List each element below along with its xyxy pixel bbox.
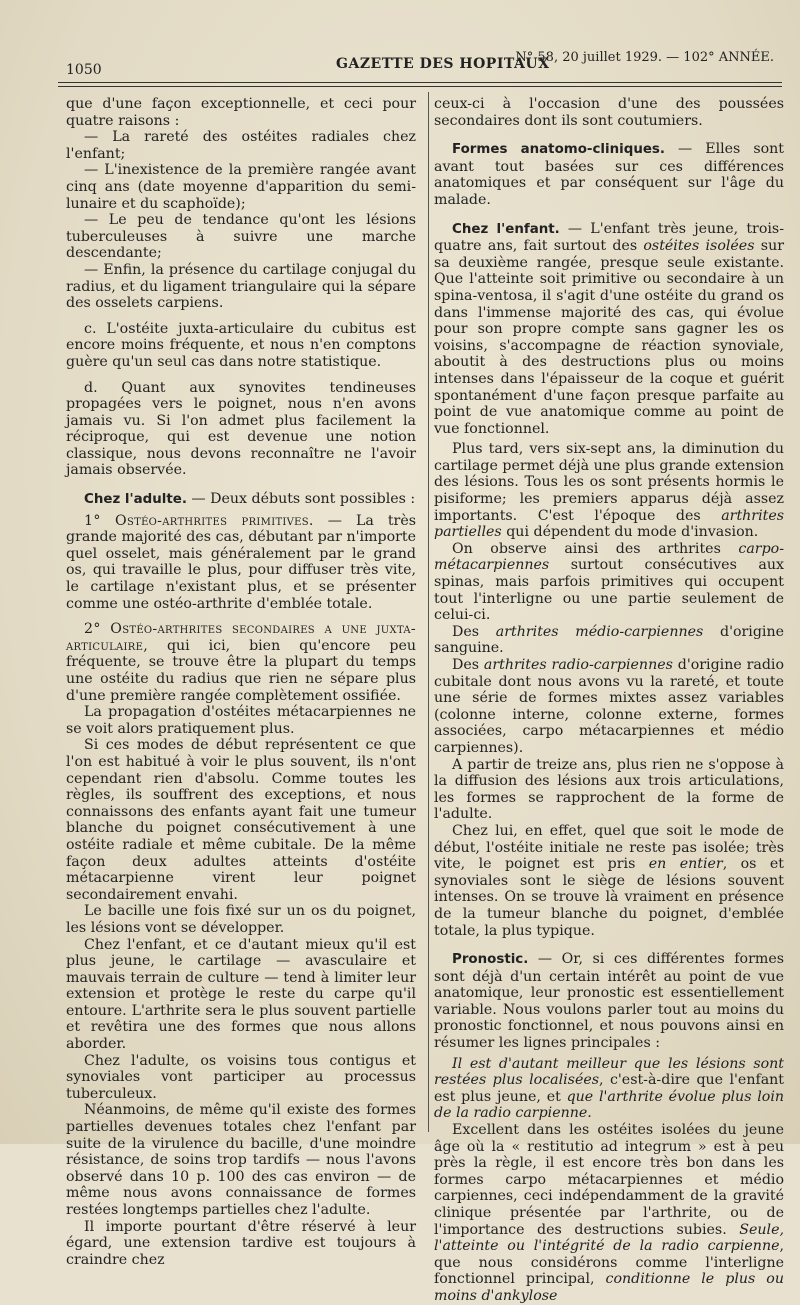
paragraph-text: Des (452, 623, 496, 640)
paragraph (434, 441, 784, 541)
paragraph: c. L'ostéite juxta-articulaire du cubitus est encore moins fréquente, et nous n'en comptons guère qu'un seul cas dans notre statistique. (66, 320, 416, 370)
page-number: 1050 (66, 62, 102, 78)
paragraph (434, 657, 784, 757)
list-item: — L'inexistence de la première rangée avant cinq ans (date moyenne d'apparition du semi-lunaire et du scaphoïde); (66, 162, 416, 212)
list-item: — La rareté des ostéites radiales chez l'enfant; (66, 129, 416, 162)
paragraph-text: Chez lui, en effet, quel que soit le mode de début, l'ostéite initiale ne reste pas isolée; très vite, le poignet est pris (434, 822, 784, 873)
paragraph: d. Quant aux synovites tendineuses propagées vers le poignet, nous n'en avons jamais vu. Si l'on admet plus facilement la réciproque, qui est devenue une notion classique, nous devons reconnaître ne l'avoir jamais observée. (66, 379, 416, 479)
heading-formes: Formes anatomo-cliniques. (452, 142, 665, 158)
paragraph: Chez l'enfant, et ce d'autant mieux qu'il est plus jeune, le cartilage — avasculaire et mauvais terrain de culture — tend à limiter leur extension et protège le reste du carpe qu'il entoure. L'arthrite sera le plus souvent partielle et revêtira une des formes que nous allons aborder. (66, 936, 416, 1053)
paragraph: Chez l'adulte, os voisins tous contigus et synoviales vont participer au processus tuberculeux. (66, 1052, 416, 1102)
list-item: — Enfin, la présence du cartilage conjugal du radius, et du ligament triangulaire qui la sépare des osselets carpiens. (66, 261, 416, 312)
section-heading (434, 221, 784, 438)
italic-text: carpo-métacarpiennes (434, 540, 784, 574)
section-heading (434, 141, 784, 208)
paragraph (66, 621, 416, 704)
paragraph-text: sur sa deuxième rangée, presque seule existante. Que l'atteinte soit primitive ou secondaire à un spina-ventosa, il s'agit d'une ostéite du grand os dans l'immense majorité des cas, qui évolue pour son propre compte sans gagner les os voisins, s'accompagne de réaction synoviale, aboutit à des destructions plus ou moins intenses dans l'épaisseur de la coque et guérit spontanément d'une façon presque parfaite au point de vue anatomique comme au point de vue fonctionnel. (434, 238, 784, 437)
paragraph: ceux-ci à l'occasion d'une des poussées secondaires dont ils sont coutumiers. (434, 96, 784, 129)
italic-text: conditionne le plus ou moins d'ankylose (434, 1271, 784, 1304)
italic-text: Il est d'autant meilleur que les lésions sont restées plus localisées (434, 1055, 784, 1089)
right-column (434, 96, 785, 1304)
paragraph: Néanmoins, de même qu'il existe des formes partielles devenues totales chez l'enfant par suite de la virulence du bacille, d'une moindre résistance, de soins trop tardifs — nous l'avons observé dans 10 p. 100 des cas environ — de même nous avons connaissance de formes restées longtemps partielles chez l'adulte. (66, 1102, 416, 1218)
paragraph: Le bacille une fois fixé sur un os du poignet, les lésions vont se développer. (66, 903, 416, 936)
paragraph-text: qui dépendent du mode d'invasion. (501, 524, 759, 541)
paragraph-text: , que nous considérons comme l'interligne fonctionnel principal, (434, 1238, 784, 1288)
subheading: 1° Ostéo-arthrites primitives. (84, 512, 314, 529)
italic-text: que l'arthrite évolue plus loin de la radio carpienne. (434, 1088, 784, 1122)
paragraph (434, 1122, 784, 1305)
italic-text: arthrites partielles (434, 507, 784, 541)
paragraph-text: surtout consécutives aux spinas, mais parfois primitives qui occupent tout l'interligne ou une partie seulement de celui-ci. (434, 557, 784, 624)
paragraph (434, 1056, 784, 1122)
paragraph: Il importe pourtant d'être réservé à leur égard, une extension tardive est toujours à craindre chez (66, 1218, 416, 1268)
paragraph-text: On observe ainsi des arthrites (452, 540, 739, 557)
heading-pronostic: Pronostic. (452, 952, 529, 968)
heading-rest: — Deux débuts sont possibles : (186, 491, 416, 508)
paragraph (434, 624, 784, 657)
left-column (66, 96, 416, 1268)
paragraph-text: Des (452, 657, 484, 673)
page-header (58, 48, 782, 78)
header-rule-double (58, 86, 782, 87)
paragraph (66, 513, 416, 613)
list-item: — Le peu de tendance qu'ont les lésions tuberculeuses à suivre une marche descendante; (66, 212, 416, 262)
heading-rest: — Or, si ces différentes formes sont déjà d'un certain intérêt au point de vue anatomique, leur pronostic est essentiellement variable. Nous voulons parler tout au moins du pronostic fonctionnel, et nous pouvons ainsi en résumer les lignes principales : (434, 951, 784, 1052)
issue-info: N° 58, 20 juillet 1929. — 102° ANNÉE. (515, 50, 774, 65)
paragraph (434, 541, 784, 624)
section-heading (434, 951, 784, 1052)
italic-text: arthrites radio-carpiennes (483, 657, 673, 673)
header-rule (58, 82, 782, 83)
paragraph: Si ces modes de début représentent ce que l'on est habitué à voir le plus souvent, ils n'ont cependant rien d'absolu. Comme toutes les règles, ils souffrent des exceptions, et nous connaissons des enfants ayant fait une tumeur blanche du poignet consécutivement à une ostéite radiale et même cubitale. De la même façon deux adultes atteints d'ostéite métacarpienne virent leur poignet secondairement envahi. (66, 737, 416, 903)
section-heading (66, 491, 416, 509)
paragraph-text: Plus tard, vers six-sept ans, la diminution du cartilage permet déjà une plus grande extension des lésions. Tous les os sont présents hormis le pisiforme; les premiers apparus déjà assez importants. C'est l'époque des (434, 441, 784, 524)
paragraph: A partir de treize ans, plus rien ne s'oppose à la diffusion des lésions aux trois articulations, les formes se rapprochent de la forme de l'adulte. (434, 756, 784, 823)
paragraph: que d'une façon exceptionnelle, et ceci pour quatre raisons : (66, 96, 416, 129)
italic-text: ostéites isolées (643, 238, 755, 255)
heading-adulte: Chez l'adulte. (84, 492, 187, 508)
paragraph-text: — L'enfant très jeune, trois-quatre ans, fait surtout des (434, 220, 784, 255)
heading-enfant: Chez l'enfant. (452, 221, 560, 237)
italic-text: arthrites médio-carpiennes (495, 623, 704, 640)
paragraph-text: qui ici, bien qu'encore peu fréquente, se trouve être la plupart du temps une ostéite du radius que rien ne sépare plus d'une première rangée complètement ossifiée. (66, 637, 416, 704)
heading-rest: — Elles sont avant tout basées sur ces différences anatomiques et par conséquent sur l'âge du malade. (434, 141, 784, 208)
paragraph-text: — La très grande majorité des cas, débutant par n'importe quel osselet, mais généralement par le grand os, qui travaille le plus, pour diffuser très vite, le cartilage n'existant plus, et se présenter comme une ostéo-arthrite d'emblée totale. (66, 512, 416, 612)
paragraph-text: , os et synoviales sont le siège de lésions souvent intenses. On se trouve là vraiment en présence de la tumeur blanche du poignet, d'emblée totale, la plus typique. (434, 856, 784, 939)
subheading: 2° Ostéo-arthrites secondaires a une juxta-articulaire, (66, 621, 416, 654)
paragraph-text: d'origine sanguine. (434, 623, 784, 657)
paragraph (434, 823, 784, 939)
paragraph: La propagation d'ostéites métacarpiennes ne se voit alors pratiquement plus. (66, 704, 416, 737)
paragraph-text: , c'est-à-dire que l'enfant est plus jeune, et (434, 1072, 785, 1105)
journal-title: GAZETTE DES HOPITAUX (336, 56, 550, 72)
italic-text: en entier (648, 856, 723, 873)
paragraph-text: d'origine radio cubitale dont nous avons vu la rareté, et toute une série de formes mixtes assez variables (colonne interne, colonne externe, formes associées, carpo métacarpiennes et médio carpiennes). (434, 657, 784, 756)
italic-text: Seule, l'atteinte ou l'intégrité de la radio carpienne (434, 1221, 784, 1255)
paragraph-text: Excellent dans les ostéites isolées du jeune âge où la « restitutio ad integrum » est à peu près la règle, il est encore très bon dans les formes carpo métacarpiennes et médio carpiennes, ceci indépendamment de la gravité clinique présentée par l'arthrite, ou de l'importance des destructions subies. (434, 1122, 784, 1238)
column-divider (428, 92, 429, 1132)
